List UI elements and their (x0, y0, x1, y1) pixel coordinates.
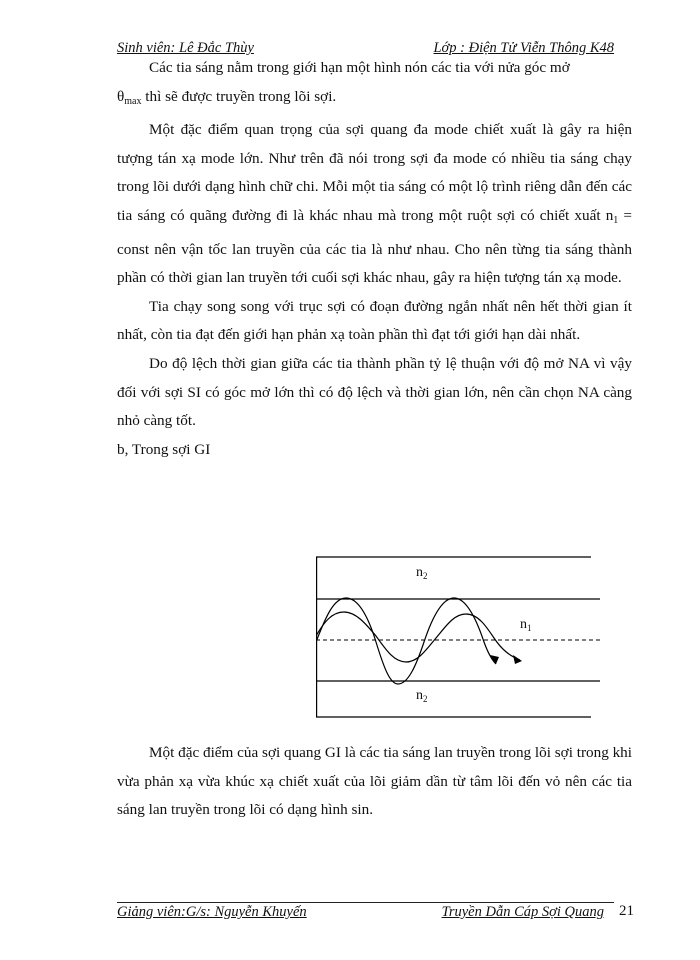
theta-subscript: max (124, 95, 142, 107)
label-n2-bottom: $n_2$ (416, 688, 428, 704)
paragraph-6: Một đặc điểm của sợi quang GI là các tia sáng lan truyền trong lõi sợi trong khi vừa phản xạ vừa khúc xạ chiết xuất của lõi giảm dần từ tâm lõi đến vỏ nên các tia sáng lan truyền trong lõi có dạng hình sin. (117, 744, 632, 819)
body-text-after-figure (117, 739, 632, 825)
section-heading-gi: b, Trong sợi GI (117, 440, 211, 458)
p2-text-a: Một đặc điểm quan trọng của sợi quang đa mode chiết xuất là gây ra hiện tượng tán xạ mode lớn. Như trên đã nói trong sợi đa mode có nhiều tia sáng chạy trong lõi dưới dạng hình chữ chi. Mỗi một tia sáng có một lộ trình riêng dẫn đến các tia sáng có quãng đường đi là khác nhau mà trong một ruột sợi có chiết xuất n (117, 121, 632, 224)
paragraph-4: Do độ lệch thời gian giữa các tia thành phần tỷ lệ thuận với độ mở NA vì vậy đối với sợi SI có góc mở lớn thì có độ lệch và thời gian lớn, nên cần chọn NA càng nhỏ càng tốt. (117, 354, 632, 430)
paragraph-2 (117, 116, 632, 293)
fiber-sketch (316, 556, 600, 718)
paragraph-3: Tia chạy song song với trục sợi có đoạn đường ngắn nhất nên hết thời gian ít nhất, còn tia đạt đến giới hạn phản xạ toàn phần thì đạt tới giới hạn dài nhất. (117, 297, 632, 344)
page-number: 21 (619, 903, 634, 919)
n1-subscript: 1 (613, 214, 619, 226)
header-class: Lớp : Điện Tử Viễn Thông K48 (433, 40, 614, 56)
p1-text-a: Các tia sáng nằm trong giới hạn một hình nón các tia với nửa góc mở (149, 59, 570, 76)
footer-title: Truyền Dẫn Cáp Sợi Quang (441, 904, 604, 920)
gi-fiber-diagram (316, 556, 600, 718)
page-footer (117, 902, 634, 923)
paragraph-1 (117, 54, 632, 116)
ray-large-amplitude (316, 598, 496, 684)
body-text (117, 54, 632, 464)
p2-text-b: = const nên vận tốc lan truyền của các tia là như nhau. Cho nên từng tia sáng thành phần có thời gian lan truyền tới cuối sợi khác nhau, gây ra hiện tượng tán xạ mode. (117, 206, 633, 287)
label-n2-top: $n_2$ (416, 565, 428, 581)
theta-symbol: θ (117, 87, 125, 105)
p1-text-b: thì sẽ được truyền trong lõi sợi. (141, 87, 337, 105)
header-student: Sinh viên: Lê Đắc Thùy (117, 40, 254, 56)
arrow-head-2 (513, 655, 522, 664)
label-n1: $n_1$ (520, 617, 532, 633)
footer-lecturer: Giảng viên:G/s: Nguyễn Khuyến (117, 904, 307, 920)
